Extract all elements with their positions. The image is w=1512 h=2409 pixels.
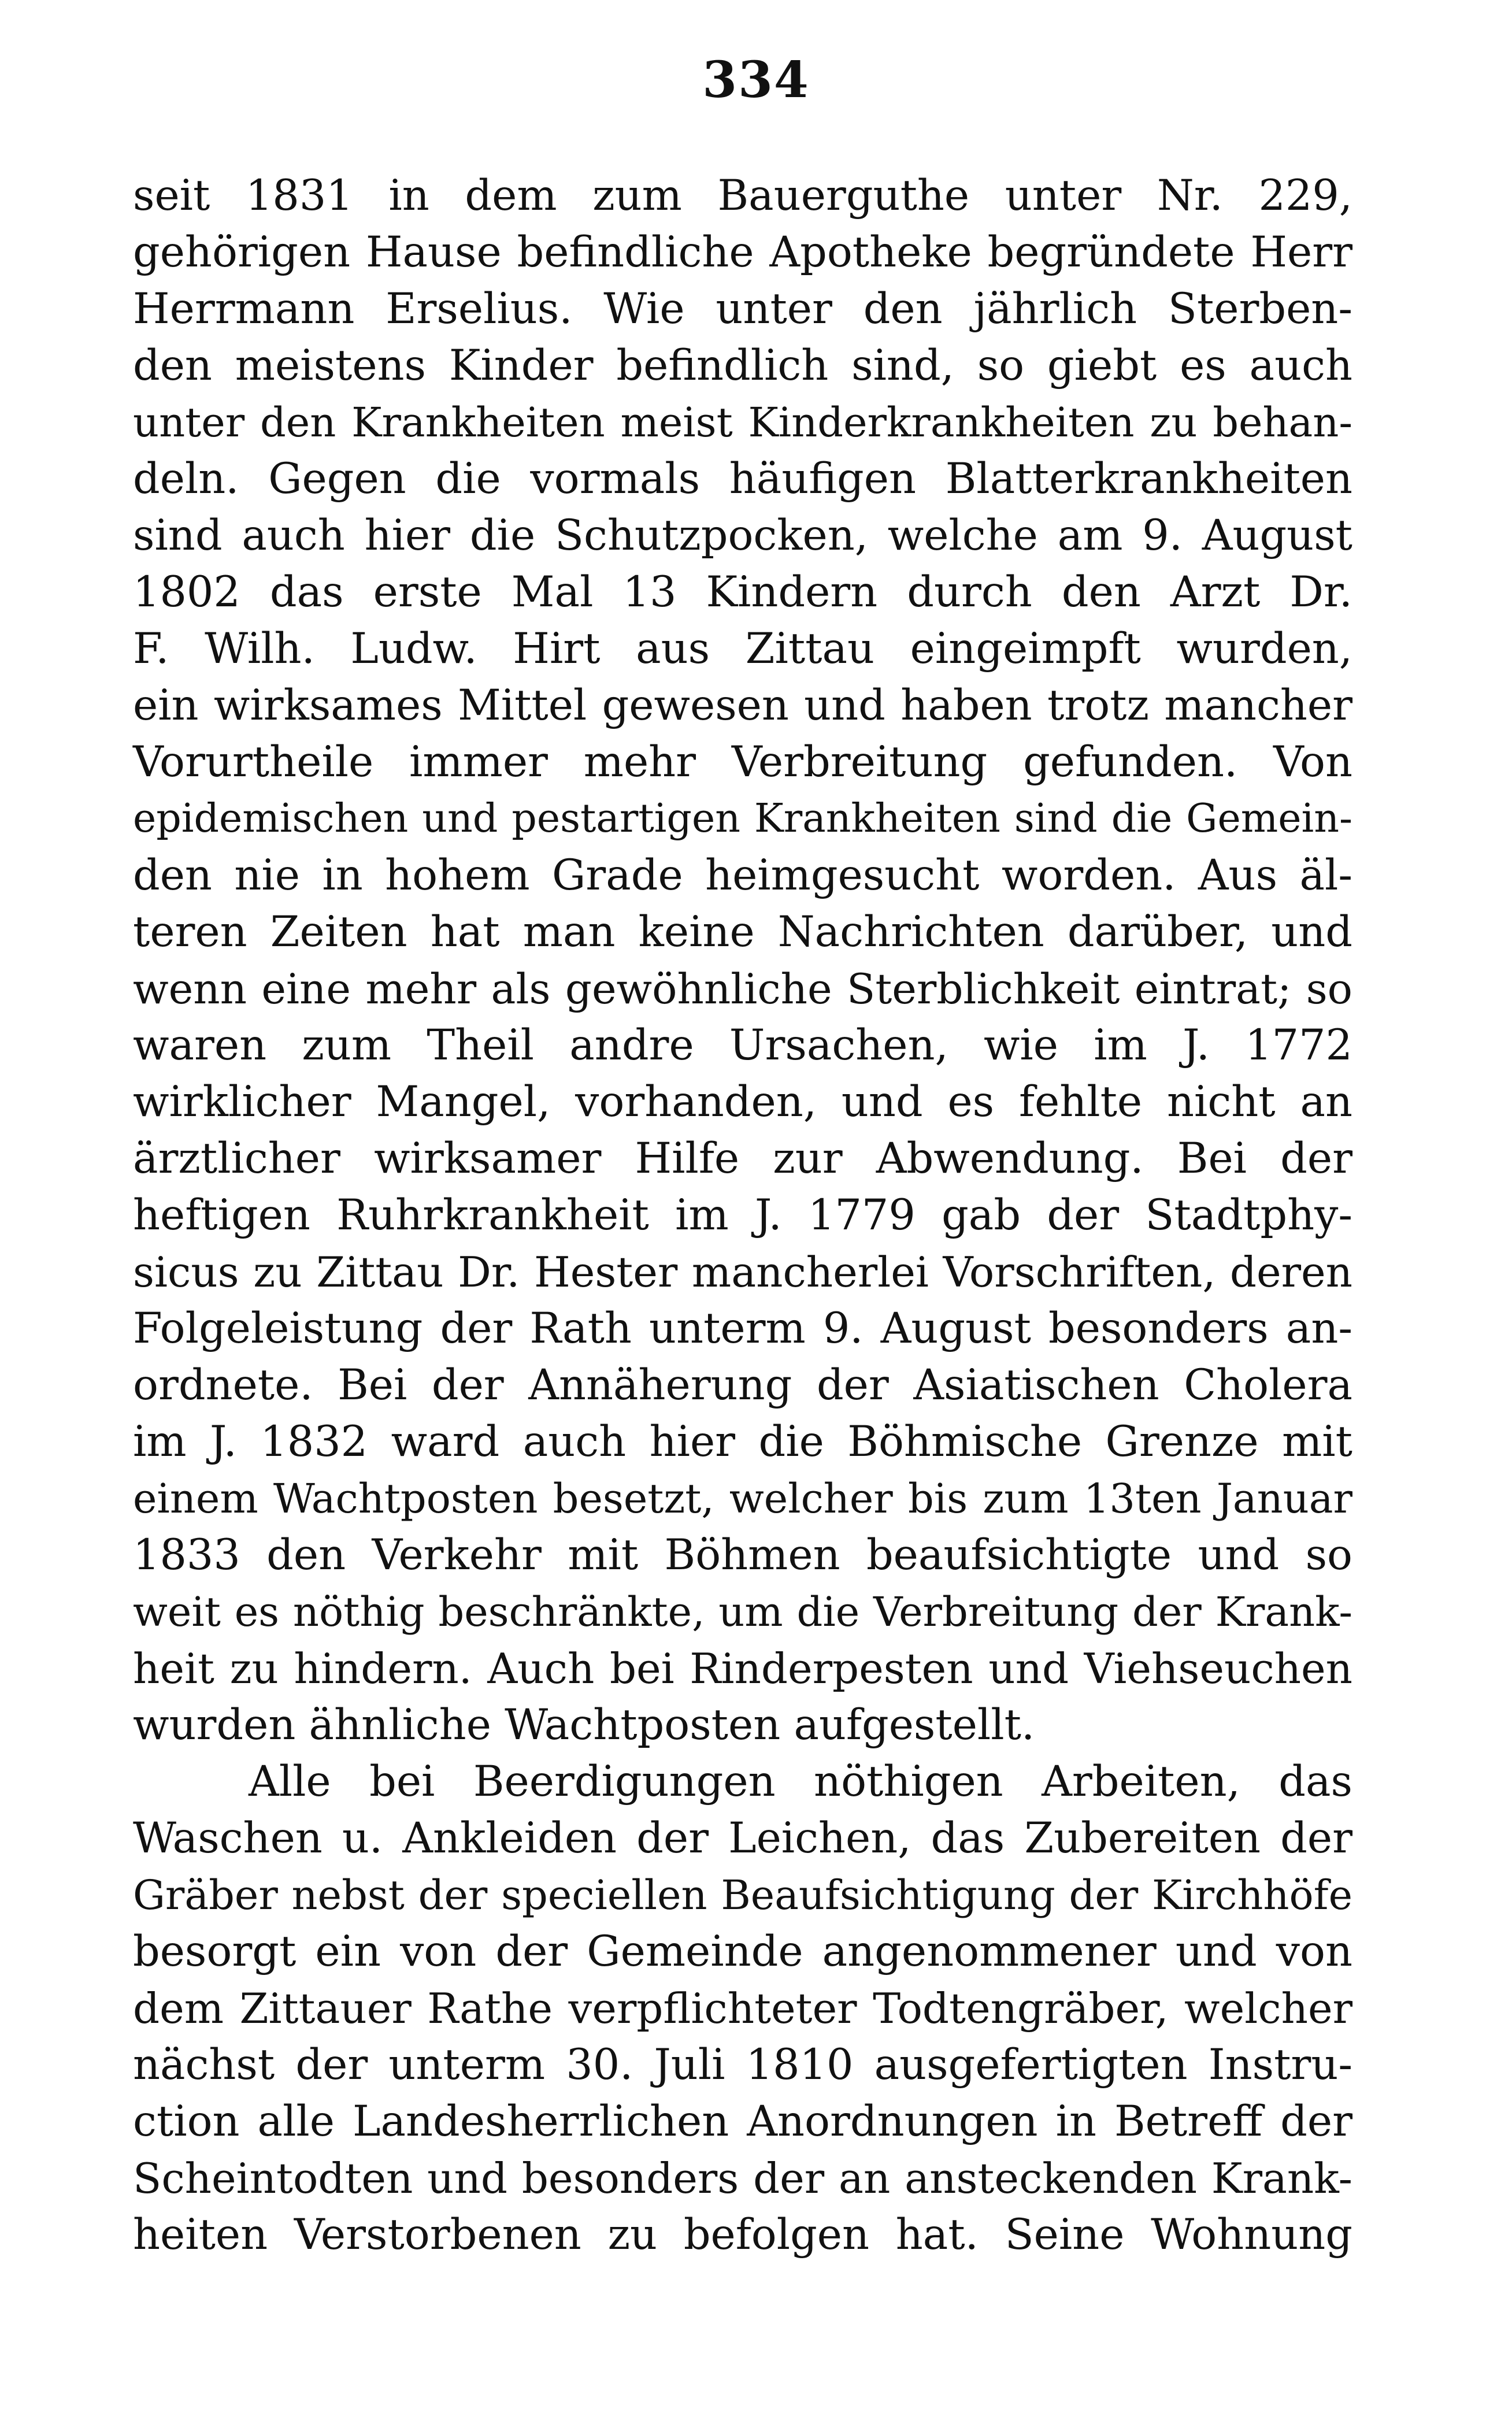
text-line: sind auch hier die Schutzpocken, welche am 9. August <box>133 511 1352 560</box>
text-line: im J. 1832 ward auch hier die Böhmische Grenze mit <box>133 1417 1352 1466</box>
text-line: Folgeleistung der Rath unterm 9. August besonders an- <box>133 1304 1352 1353</box>
text-line: ärztlicher wirksamer Hilfe zur Abwendung. Bei der <box>133 1134 1352 1183</box>
text-line: Vorurtheile immer mehr Verbreitung gefunden. Von <box>133 737 1352 787</box>
text-line: den meistens Kinder befindlich sind, so giebt es auch <box>133 341 1352 390</box>
text-line: einem Wachtposten besetzt, welcher bis zum 13ten Januar <box>133 1475 1352 1522</box>
text-line: ordnete. Bei der Annäherung der Asiatischen Cholera <box>133 1361 1352 1410</box>
text-line: seit 1831 in dem zum Bauerguthe unter Nr. 229, <box>133 171 1352 220</box>
text-line: nächst der unterm 30. Juli 1810 ausgefertigten Instru- <box>133 2040 1352 2089</box>
text-line: 1833 den Verkehr mit Böhmen beaufsichtigte und so <box>133 1530 1352 1580</box>
text-line: heftigen Ruhrkrankheit im J. 1779 gab der Stadtphy- <box>133 1191 1352 1240</box>
text-line: besorgt ein von der Gemeinde angenommener und von <box>133 1927 1352 1976</box>
text-line: dem Zittauer Rathe verpflichteter Todtengräber, welcher <box>133 1984 1352 2033</box>
text-line: heit zu hindern. Auch bei Rinderpesten und Viehseuchen <box>133 1644 1352 1693</box>
text-line: wenn eine mehr als gewöhnliche Sterblichkeit eintrat; so <box>133 965 1352 1013</box>
text-line: Herrmann Erselius. Wie unter den jährlich Sterben- <box>133 284 1352 333</box>
text-line: Gräber nebst der speciellen Beaufsichtigung der Kirchhöfe <box>133 1871 1352 1919</box>
text-line: Alle bei Beerdigungen nöthigen Arbeiten, das <box>249 1757 1352 1806</box>
text-line: den nie in hohem Grade heimgesucht worden. Aus äl- <box>133 851 1352 900</box>
text-line: waren zum Theil andre Ursachen, wie im J. 1772 <box>133 1021 1352 1070</box>
text-line: ein wirksames Mittel gewesen und haben trotz mancher <box>133 681 1352 730</box>
text-line: epidemischen und pestartigen Krankheiten sind die Gemein- <box>133 796 1352 842</box>
text-line: Scheintodten und besonders der an ansteckenden Krank- <box>133 2154 1352 2203</box>
text-line: wirklicher Mangel, vorhanden, und es fehlte nicht an <box>133 1077 1352 1126</box>
text-line: ction alle Landesherrlichen Anordnungen in Betreff der <box>133 2097 1352 2146</box>
text-line: sicus zu Zittau Dr. Hester mancherlei Vorschriften, deren <box>133 1248 1352 1296</box>
text-line: unter den Krankheiten meist Kinderkrankheiten zu behan- <box>133 399 1352 446</box>
text-line: Waschen u. Ankleiden der Leichen, das Zubereiten der <box>133 1814 1352 1863</box>
text-line: wurden ähnliche Wachtposten aufgestellt. <box>133 1700 1035 1750</box>
page-number: 334 <box>702 51 810 109</box>
text-line: heiten Verstorbenen zu befolgen hat. Seine Wohnung <box>133 2210 1352 2259</box>
text-line: deln. Gegen die vormals häufigen Blatterkrankheiten <box>133 454 1352 503</box>
text-line: teren Zeiten hat man keine Nachrichten darüber, und <box>133 907 1352 957</box>
body-text <box>133 168 1352 2263</box>
text-line: gehörigen Hause befindliche Apotheke begründete Herr <box>133 228 1352 277</box>
text-line: F. Wilh. Ludw. Hirt aus Zittau eingeimpft wurden, <box>133 624 1352 673</box>
text-line: weit es nöthig beschränkte, um die Verbreitung der Krank- <box>133 1588 1352 1636</box>
text-line: 1802 das erste Mal 13 Kindern durch den Arzt Dr. <box>133 568 1352 617</box>
